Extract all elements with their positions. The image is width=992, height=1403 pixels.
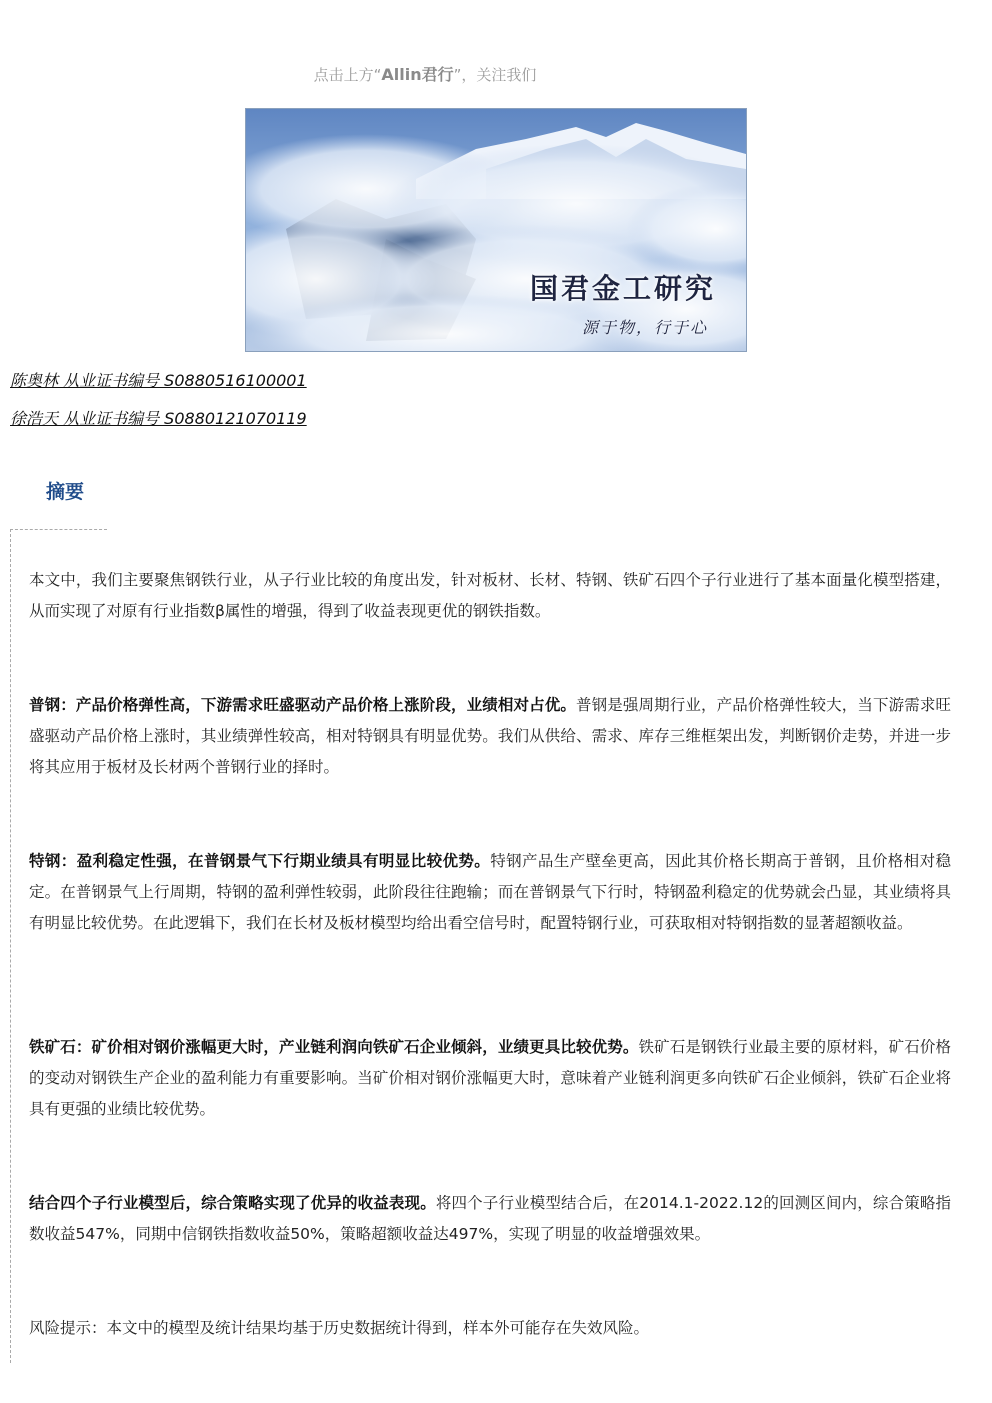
paragraph-body: 将四个子行业模型结合后，在2014.1-2022.12的回测区间内，综合策略指数收益547%，同期中信钢铁指数收益50%，策略超额收益达497%，实现了明显的收益增强效果。	[29, 1194, 951, 1243]
paragraph-body: 风险提示：本文中的模型及统计结果均基于历史数据统计得到，样本外可能存在失效风险。	[29, 1319, 650, 1337]
author-link[interactable]: 陈奥林 从业证书编号 S0880516100001	[10, 371, 307, 390]
account-name[interactable]: Allin君行	[381, 65, 454, 84]
intro-paragraph	[29, 565, 951, 627]
paragraph-body: 特钢产品生产壁垒更高，因此其价格长期高于普钢，且价格相对稳定。在普钢景气上行周期，特钢的盈利弹性较弱，此阶段往往跑输；而在普钢景气下行时，特钢盈利稳定的优势就会凸显，其业绩将具有明显比较优势。在此逻辑下，我们在长材及板材模型均给出看空信号时，配置特钢行业，可获取相对特钢指数的显著超额收益。	[29, 852, 951, 932]
section-divider	[10, 529, 107, 530]
paragraph-body: 本文中，我们主要聚焦钢铁行业，从子行业比较的角度出发，针对板材、长材、特钢、铁矿石四个子行业进行了基本面量化模型搭建，从而实现了对原有行业指数β属性的增强，得到了收益表现更优的钢铁指数。	[29, 571, 951, 620]
section-title: 摘要	[46, 481, 85, 503]
banner-brand: 国君金工研究	[530, 272, 717, 305]
combined-strategy-paragraph	[29, 1188, 951, 1250]
paragraph-body: 普钢是强周期行业，产品价格弹性较大，当下游需求旺盛驱动产品价格上涨时，其业绩弹性较高，相对特钢具有明显优势。我们从供给、需求、库存三维框架出发，判断钢价走势，并进一步将其应用于板材及长材两个普钢行业的择时。	[29, 696, 951, 776]
banner-image	[245, 108, 747, 352]
special-steel-paragraph	[29, 846, 951, 939]
follow-suffix: ”，关注我们	[453, 66, 537, 84]
plain-steel-paragraph	[29, 690, 951, 783]
risk-warning-paragraph	[29, 1313, 951, 1344]
paragraph-lead: 铁矿石：矿价相对钢价涨幅更大时，产业链利润向铁矿石企业倾斜，业绩更具比较优势。	[29, 1038, 639, 1056]
follow-prefix: 点击上方“	[313, 66, 382, 84]
iron-ore-paragraph	[29, 1032, 951, 1125]
paragraph-lead: 结合四个子行业模型后，综合策略实现了优异的收益表现。	[29, 1194, 436, 1212]
banner-slogan: 源于物，行于心	[582, 318, 709, 337]
section-border	[10, 529, 11, 1363]
paragraph-lead: 普钢：产品价格弹性高，下游需求旺盛驱动产品价格上涨阶段，业绩相对占优。	[29, 696, 577, 714]
follow-prompt	[0, 62, 850, 85]
paragraph-body: 铁矿石是钢铁行业最主要的原材料，矿石价格的变动对钢铁生产企业的盈利能力有重要影响。当矿价相对钢价涨幅更大时，意味着产业链利润更多向铁矿石企业倾斜，铁矿石企业将具有更强的业绩比较优势。	[29, 1038, 951, 1118]
author-link[interactable]: 徐浩天 从业证书编号 S0880121070119	[10, 409, 307, 428]
paragraph-lead: 特钢：盈利稳定性强，在普钢景气下行期业绩具有明显比较优势。	[29, 852, 491, 870]
